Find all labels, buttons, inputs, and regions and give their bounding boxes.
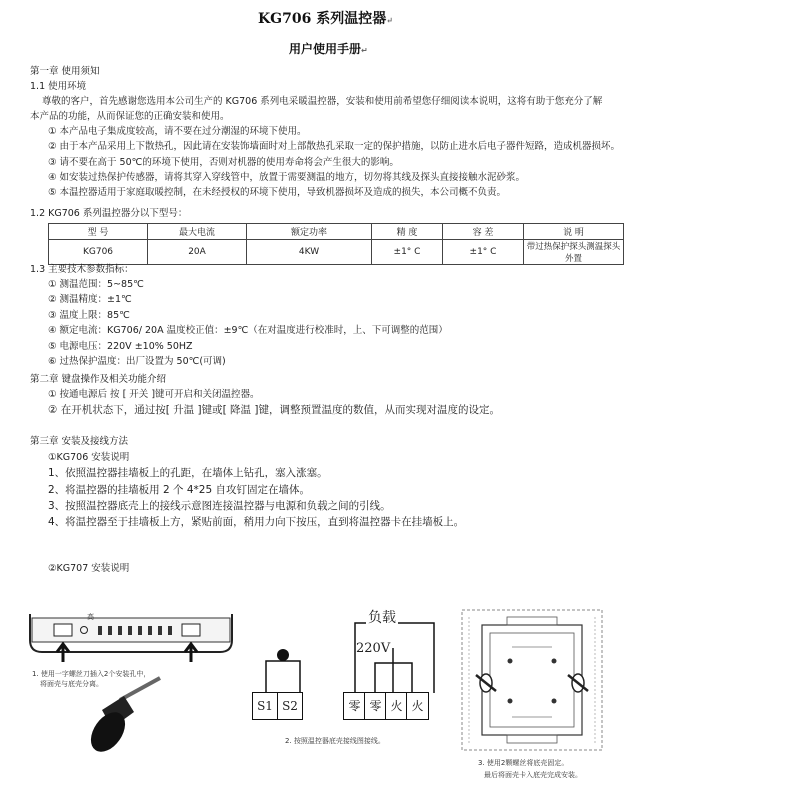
figure-3-caption-line2: 最后将面壳卡入底壳完成安装。: [484, 771, 582, 779]
figure-1-caption-line2: 将面壳与底壳分离。: [40, 680, 103, 688]
table-header-row: [49, 224, 624, 240]
usage-note-3: ③ 请不要在高于 50℃的环境下使用，否则对机器的使用寿命将会产生很大的影响。: [48, 157, 399, 168]
kg706-install-heading: ①KG706 安装说明: [48, 452, 130, 463]
param-item-5: ⑤ 电源电压：220V ±10% 50HZ: [48, 341, 193, 352]
terminal-live-1: 火: [385, 692, 408, 720]
section-1-2-heading: 1.2 KG706 系列温控器分以下型号：: [30, 208, 188, 219]
terminal-live-2: 火: [406, 692, 429, 720]
figure-3-caption-line1: 3. 使用2颗螺丝将底壳固定。: [478, 759, 569, 767]
document-title: KG706 系列温控器↵: [258, 11, 393, 27]
figure-2-caption: 2. 按照温控器底壳接线图接线。: [285, 737, 385, 745]
section-1-1-heading: 1.1 使用环境: [30, 81, 87, 92]
table-cell: 4KW: [247, 240, 372, 265]
table-header-cell: 额定功率: [247, 224, 372, 240]
model-spec-table: [48, 223, 624, 265]
param-item-3: ③ 温度上限：85℃: [48, 310, 130, 321]
table-header-cell: 精 度: [372, 224, 443, 240]
kg707-install-heading: ②KG707 安装说明: [48, 563, 130, 574]
terminal-neutral-2: 零: [364, 692, 387, 720]
usage-note-2: ② 由于本产品采用上下散热孔，因此请在安装饰墙面时对上部散热孔采取一定的保护措施，以防止进水后电子器件短路，造成机器损坏。: [48, 141, 621, 152]
terminal-s2: S2: [277, 692, 303, 720]
usage-note-4: ④ 如安装过热保护传感器，请将其穿入穿线管中，放置于需要测温的地方，切勿将其线及探头直接接触水泥砂浆。: [48, 172, 526, 183]
install-step-3: 3、按照温控器底壳上的接线示意图连接温控器与电源和负载之间的引线。: [48, 500, 391, 512]
figure-1-caption-line1: 1. 使用一字螺丝刀插入2个安装孔中，: [32, 670, 151, 678]
param-item-1: ① 测温范围：5~85℃: [48, 279, 144, 290]
table-header-cell: 最大电流: [148, 224, 247, 240]
terminal-neutral-1: 零: [343, 692, 366, 720]
load-label: 负载: [366, 607, 398, 627]
document-subtitle: 用户使用手册↵: [289, 42, 368, 56]
key-op-1: ① 按通电源后 按 [ 开关 ]键可开启和关闭温控器。: [48, 389, 260, 400]
install-step-4: 4、将温控器至于挂墙板上方，紧贴前面，稍用力向下按压，直到将温控器卡在挂墙板上。: [48, 516, 465, 528]
table-header-cell: 容 差: [443, 224, 524, 240]
terminal-s1: S1: [252, 692, 278, 720]
key-op-2: ② 在开机状态下，通过按[ 升温 ]键或[ 降温 ]键，调整预置温度的数值，从而实现对温度的设定。: [48, 404, 500, 416]
table-row: [49, 240, 624, 265]
table-cell: 20A: [148, 240, 247, 265]
usage-note-1: ① 本产品电子集成度较高，请不要在过分潮湿的环境下使用。: [48, 126, 307, 137]
intro-line-2: 本产品的功能，从而保证您的正确安装和使用。: [30, 111, 230, 122]
chapter1-heading: 第一章 使用须知: [30, 66, 100, 77]
table-cell: ±1° C: [372, 240, 443, 265]
figure-3-backplate-diagram: [452, 605, 612, 760]
table-cell: ±1° C: [443, 240, 524, 265]
section-1-3-heading: 1.3 主要技术参数指标：: [30, 264, 134, 275]
table-header-cell: 型 号: [49, 224, 148, 240]
param-item-6: ⑥ 过热保护温度：出厂设置为 50℃(可调): [48, 356, 226, 367]
intro-line-1: 尊敬的客户，首先感谢您选用本公司生产的 KG706 系列电采暖温控器，安装和使用前希望您仔细阅读本说明，这将有助于您充分了解: [42, 96, 603, 107]
screwdriver-icon: [84, 678, 160, 758]
table-cell: 带过热保护探头测温探头外置: [524, 240, 624, 265]
figure-1-label: 高: [87, 613, 94, 621]
chapter2-heading: 第二章 键盘操作及相关功能介绍: [30, 374, 167, 385]
table-header-cell: 说 明: [524, 224, 624, 240]
param-item-4: ④ 额定电流：KG706/ 20A 温度校正值：±9℃（在对温度进行校准时，上、下可调整的范围）: [48, 325, 448, 336]
install-step-1: 1、依照温控器挂墙板上的孔距，在墙体上钻孔，塞入涨塞。: [48, 467, 328, 479]
usage-note-5: ⑤ 本温控器适用于家庭取暖控制，在未经授权的环境下使用，导致机器损坏及造成的损失，本公司概不负责。: [48, 187, 507, 198]
figure-1-separation-diagram: [20, 600, 240, 780]
install-step-2: 2、将温控器的挂墙板用 2 个 4*25 自攻钉固定在墙体。: [48, 484, 311, 496]
chapter3-heading: 第三章 安装及接线方法: [30, 436, 129, 447]
table-cell: KG706: [49, 240, 148, 265]
param-item-2: ② 测温精度：±1℃: [48, 294, 132, 305]
voltage-label: 220V: [356, 641, 391, 656]
